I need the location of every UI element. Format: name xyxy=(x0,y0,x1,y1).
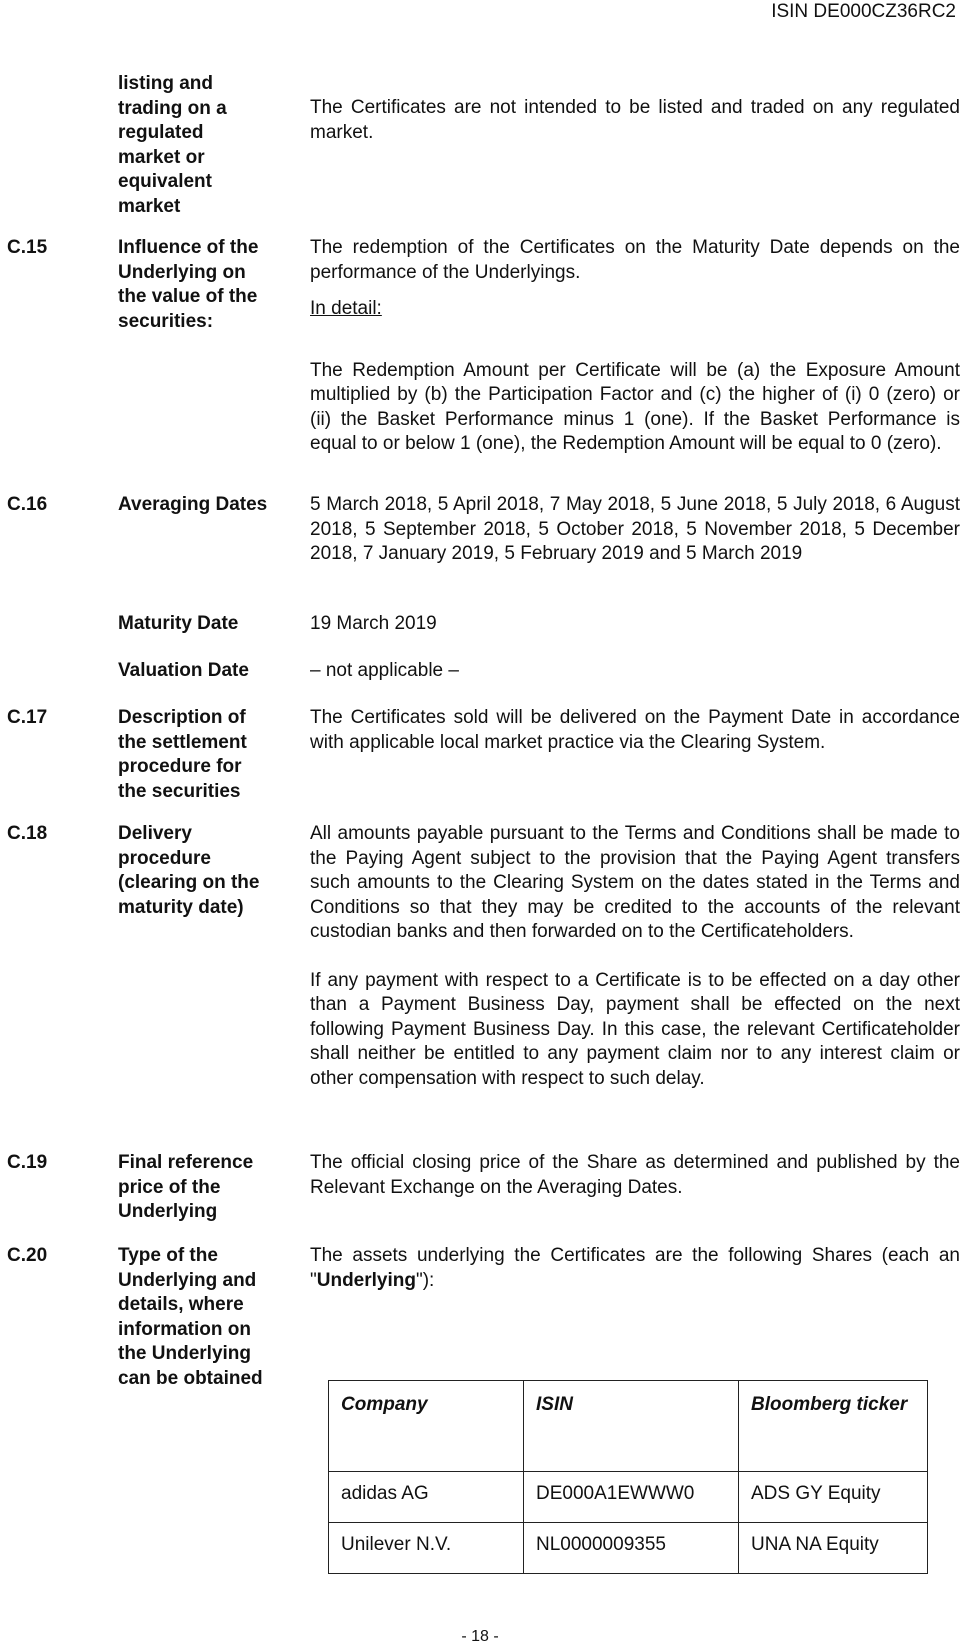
averaging-dates-label: Averaging Dates xyxy=(118,494,268,515)
listing-label: listing and trading on a regulated market or equivalent market xyxy=(118,73,227,217)
section-label: Description of the settlement procedure for the securities xyxy=(118,707,247,802)
redemption-amount-paragraph: The Redemption Amount per Certificate will be (a) the Exposure Amount multiplied by (b) the Participation Factor and (c) the higher of (i) 0 (zero) or (ii) the Basket Performance minus 1 (one). If the Basket Performance is equal to or below 1 (one), the Redemption Amount will be equal to 0 (zero). xyxy=(310,359,960,454)
in-detail-heading: In detail: xyxy=(310,298,382,319)
valuation-date-value: – not applicable – xyxy=(310,660,459,681)
underlying-intro: The assets underlying the Certificates are the following Shares (each an "Underlying"): xyxy=(310,1245,960,1291)
section-number: C.20 xyxy=(7,1245,48,1266)
section-label: Final reference price of the Underlying xyxy=(118,1152,254,1222)
averaging-dates-text: 5 March 2018, 5 April 2018, 7 May 2018, 5 June 2018, 5 July 2018, 6 August 2018, 5 September 2018, 5 October 2018, 5 November 2018, 5 December 2018, 7 January 2019, 5 February 2019 and 5 March 2019 xyxy=(310,494,960,564)
listing-text: The Certificates are not intended to be listed and traded on any regulated market. xyxy=(310,97,960,143)
table-cell: Unilever N.V. xyxy=(329,1523,524,1574)
section-number: C.17 xyxy=(7,707,48,728)
section-content: The official closing price of the Share as determined and published by the Relevant Exchange on the Averaging Dates. xyxy=(310,1152,960,1198)
section-label: Delivery procedure (clearing on the maturity date) xyxy=(118,823,260,918)
table-header-cell: Bloomberg ticker xyxy=(739,1381,928,1472)
table-header-cell: Company xyxy=(329,1381,524,1472)
document-isin-header: ISIN DE000CZ36RC2 xyxy=(771,1,956,22)
maturity-date-value: 19 March 2019 xyxy=(310,613,437,634)
maturity-date-label: Maturity Date xyxy=(118,613,239,634)
table-header-row xyxy=(329,1381,928,1472)
redemption-paragraph: The redemption of the Certificates on the Maturity Date depends on the performance of the Underlyings. xyxy=(310,237,960,283)
page-number: - 18 - xyxy=(461,1628,499,1645)
table-row xyxy=(329,1472,928,1523)
section-content xyxy=(310,236,960,457)
valuation-date-label: Valuation Date xyxy=(118,660,249,681)
section-number: C.19 xyxy=(7,1152,48,1173)
section-content xyxy=(310,822,960,1091)
section-number: C.18 xyxy=(7,823,48,844)
table-cell: DE000A1EWWW0 xyxy=(524,1472,739,1523)
underlying-shares-table xyxy=(328,1380,928,1574)
payment-business-day-paragraph: If any payment with respect to a Certificate is to be effected on a day other than a Payment Business Day, payment shall be effected on the next following Payment Business Day. In this case, the relevant Certificateholder shall neither be entitled to any payment claim nor to any interest claim or other compensation with respect to such delay. xyxy=(310,969,960,1089)
table-cell: UNA NA Equity xyxy=(739,1523,928,1574)
table-cell: ADS GY Equity xyxy=(739,1472,928,1523)
table-cell: adidas AG xyxy=(329,1472,524,1523)
section-label: Influence of the Underlying on the value of the securities: xyxy=(118,237,259,332)
section-label: Type of the Underlying and details, where information on the Underlying can be obtained xyxy=(118,1245,263,1389)
section-content: The Certificates sold will be delivered on the Payment Date in accordance with applicable local market practice via the Clearing System. xyxy=(310,707,960,753)
table-cell: NL0000009355 xyxy=(524,1523,739,1574)
table-row xyxy=(329,1523,928,1574)
section-number: C.15 xyxy=(7,237,48,258)
table-header-cell: ISIN xyxy=(524,1381,739,1472)
section-number: C.16 xyxy=(7,494,48,515)
payment-paragraph: All amounts payable pursuant to the Terms and Conditions shall be made to the Paying Agent subject to the provision that the Paying Agent transfers such amounts to the Clearing System on the dates stated in the Terms and Conditions so that they may be credited to the accounts of the relevant custodian banks and then forwarded on to the Certificateholders. xyxy=(310,823,960,942)
